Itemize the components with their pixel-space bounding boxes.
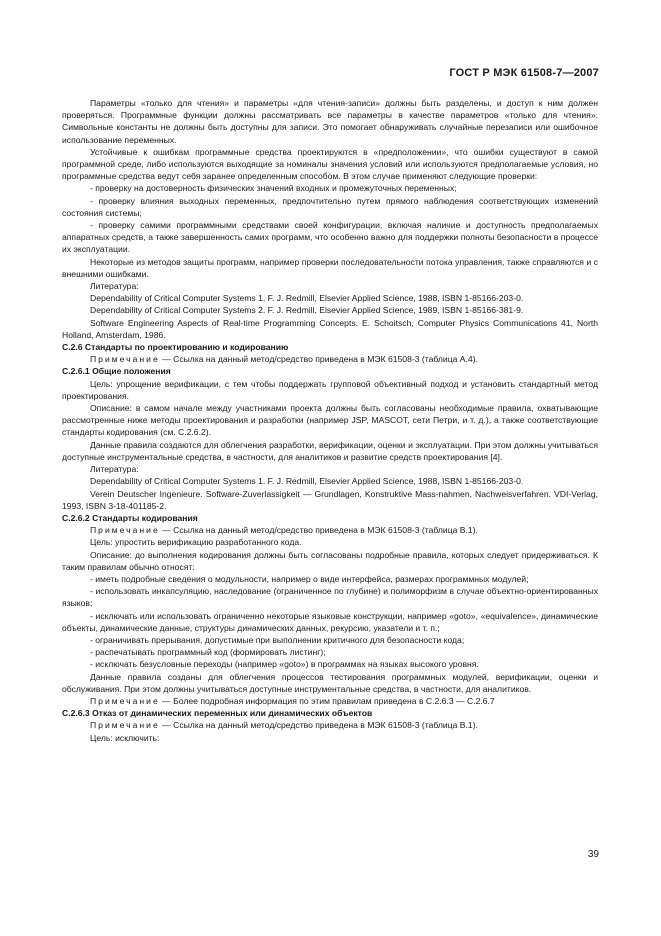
paragraph: Параметры «только для чтения» и параметры «для чтения-записи» должны быть разделены, и доступ к ним должен проверяться. Программные функции должны рассматривать все параметры в качестве параметров «только для чтения». Символьные константы не должны быть доступны для записи. Это помогает обнаруживать случайные перезаписи или ошибочное использование переменных. [62,98,598,145]
note-label: Примечание [90,354,160,365]
paragraph: Данные правила создаются для облегчения разработки, верификации, оценки и эксплуатации. При этом должны учитываться доступные инструментальные средства, в частности, для аналитиков и развитие средств проектирования [4]. [62,439,598,462]
list-item: - ограничивать прерывания, допустимые при выполнении критичного для безопасности кода; [90,634,465,645]
section-heading: C.2.6.2 Стандарты кодирования [62,512,198,523]
reference-item: Verein Deutscher Ingenieure. Software-Zuverlassigkeit — Grundlagen, Konstruktive Mass-nahmen, Nachweisverfahren. VDI-Verlag, 1993, ISBN 3-18-401185-2. [62,488,598,511]
list-item: - иметь подробные сведения о модульности, например о виде интерфейса, размерах программных модулей; [90,573,529,584]
note [62,524,598,536]
list-item: - исключать безусловные переходы (например «goto») в программах на языках высокого уровня. [90,659,479,670]
note-text: — Ссылка на данный метод/средство приведена в МЭК 61508-3 (таблица А.4). [162,354,478,365]
reference-item: Dependability of Critical Computer Systems 1. F. J. Redmill, Elsevier Applied Science, 1988, ISBN 1-85166-203-0. [90,476,524,487]
paragraph: Описание: в самом начале между участниками проекта должны быть согласованы необходимые правила, охватывающие рассмотренные ниже методы проектирования и разработки (например JSP, MASCOT, сети Петри, и т. д.), а также соответствующие стандарты кодирования (см. С.2.6.2). [62,403,598,438]
section-heading: C.2.6.1 Общие положения [62,366,171,377]
paragraph: Данные правила созданы для облегчения процессов тестирования программных модулей, верификации, оценки и обслуживания. При этом должны учитываться доступные инструментальные средства, в частности, для аналитиков. [62,671,598,694]
note [62,695,598,707]
note-label: Примечание [90,525,160,536]
paragraph: Цель: упростить верификацию разработанного кода. [90,537,302,548]
reference-item: Dependability of Critical Computer Systems 2. F. J. Redmill, Elsevier Applied Science, 1989, ISBN 1-85166-381-9. [90,305,524,316]
list-item: - распечатывать программный код (формировать листинг); [90,647,326,658]
note-label: Примечание [90,695,160,706]
references-label: Литература: [90,464,139,475]
list-item: - проверку самими программными средствами своей конфигурации, включая наличие и доступность предполагаемых аппаратных средств, а также завершенность самих программ, что особенно важно для поддержки полноты безопасности в процессе их эксплуатации. [62,220,598,255]
paragraph: Описание: до выполнения кодирования должны быть согласованы подробные правила, которых следует придерживаться. К таким правилам обычно относят: [62,549,598,572]
note-text: — Более подробная информация по этим правилам приведена в С.2.6.3 — С.2.6.7 [162,695,495,706]
paragraph: Некоторые из методов защиты программ, например проверки последовательности потока управления, также справляются и с внешними ошибками. [62,256,598,279]
section-heading: C.2.6 Стандарты по проектированию и кодированию [62,342,289,353]
list-item: - исключать или использовать ограниченно некоторые языковые конструкции, например «goto», «equivalence», динамические объекты, динамические данные, структуры динамических данных, рекурсию, указатели и т. п.; [62,610,598,633]
reference-item: Dependability of Critical Computer Systems 1. F. J. Redmill, Elsevier Applied Science, 1988, ISBN 1-85166-203-0. [90,293,524,304]
list-item: - проверку на достоверность физических значений входных и промежуточных переменных; [90,183,457,194]
note-text: — Ссылка на данный метод/средство приведена в МЭК 61508-3 (таблица В.1). [162,720,478,731]
page-number: 39 [587,849,599,860]
list-item: - использовать инкапсуляцию, наследование (ограниченное по глубине) и полиморфизм в случае объектно-ориентированных языков; [62,586,598,609]
section-heading: C.2.6.3 Отказ от динамических переменных или динамических объектов [62,708,373,719]
references-label: Литература: [90,281,139,292]
reference-item: Software Engineering Aspects of Real-time Programming Concepts. E. Schoitsch, Computer Physics Communications 41, North Holland, Amsterdam, 1986. [62,317,598,340]
paragraph: Цель: исключить: [90,732,160,743]
paragraph: Устойчивые к ошибкам программные средства проектируются в «предположении», что ошибки существуют в самой программной среде, либо используются выходящие за номиналы значения условий или используются предполагаемые условия, но программные средства ведут себя заранее определенным способом. В этом случае применяют следующие проверки: [62,146,598,182]
list-item: - проверку влияния выходных переменных, предпочтительно путем прямого наблюдения соответствующих изменений состояния системы; [62,195,598,218]
note-label: Примечание [90,720,160,731]
note-text: — Ссылка на данный метод/средство приведена в МЭК 61508-3 (таблица В.1). [162,525,478,536]
page-body [62,97,598,744]
note [62,719,598,731]
note [62,353,598,365]
paragraph: Цель: упрощение верификации, с тем чтобы поддержать групповой объективный подход и установить стандартный метод проектирования. [62,378,598,401]
document-header: ГОСТ Р МЭК 61508-7—2007 [449,67,599,79]
